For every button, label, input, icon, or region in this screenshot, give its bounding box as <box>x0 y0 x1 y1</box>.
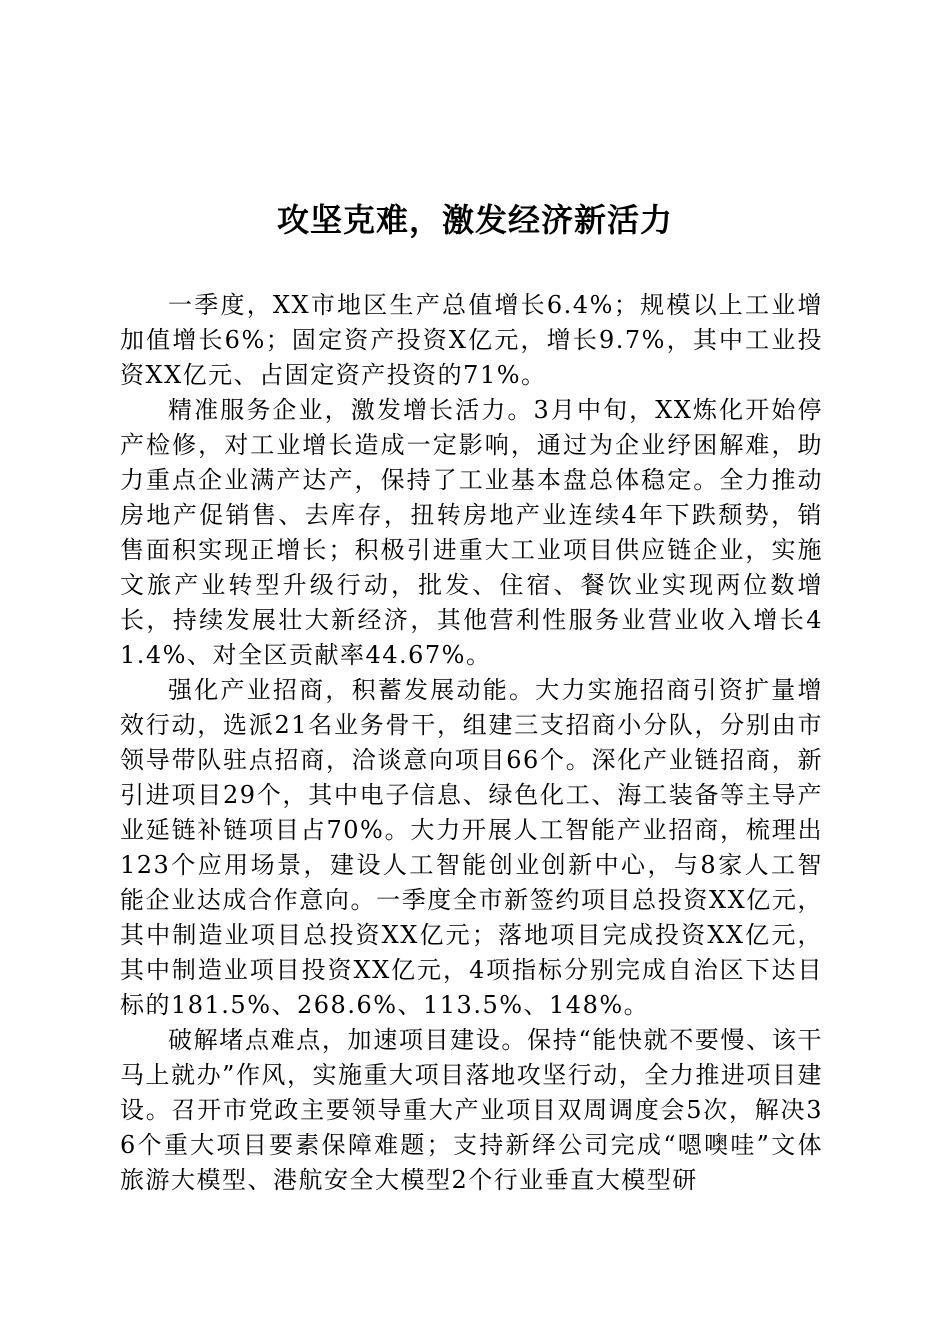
document-body <box>120 288 823 1198</box>
paragraph-investment-attraction: 强化产业招商，积蓄发展动能。大力实施招商引资扩量增效行动，选派21名业务骨干，组建三支招商小分队，分别由市领导带队驻点招商，洽谈意向项目66个。深化产业链招商，新引进项目29个，其中电子信息、绿色化工、海工装备等主导产业延链补链项目占70%。大力开展人工智能产业招商，梳理出123个应用场景，建设人工智能创业创新中心，与8家人工智能企业达成合作意向。一季度全市新签约项目总投资XX亿元，其中制造业项目总投资XX亿元；落地项目完成投资XX亿元，其中制造业项目投资XX亿元，4项指标分别完成自治区下达目标的181.5%、268.6%、113.5%、148%。 <box>120 676 823 1019</box>
paragraph-project-construction: 破解堵点难点，加速项目建设。保持“能快就不要慢、该干马上就办”作风，实施重大项目落地攻坚行动，全力推进项目建设。召开市党政主要领导重大产业项目双周调度会5次，解决36个重大项目要素保障难题；支持新绎公司完成“嗯噢哇”文体旅游大模型、港航安全大模型2个行业垂直大模型研 <box>120 1026 823 1194</box>
document-title: 攻坚克难，激发经济新活力 <box>276 201 673 239</box>
paragraph-enterprise-service: 精准服务企业，激发增长活力。3月中旬，XX炼化开始停产检修，对工业增长造成一定影响，通过为企业纾困解难，助力重点企业满产达产，保持了工业基本盘总体稳定。全力推动房地产促销售、去库存，扭转房地产业连续4年下跌颓势，销售面积实现正增长；积极引进重大工业项目供应链企业，实施文旅产业转型升级行动，批发、住宿、餐饮业实现两位数增长，持续发展壮大新经济，其他营利性服务业营业收入增长41.4%、对全区贡献率44.67%。 <box>120 396 823 669</box>
paragraph-summary: 一季度，XX市地区生产总值增长6.4%；规模以上工业增加值增长6%；固定资产投资X亿元，增长9.7%，其中工业投资XX亿元、占固定资产投资的71%。 <box>120 291 823 389</box>
